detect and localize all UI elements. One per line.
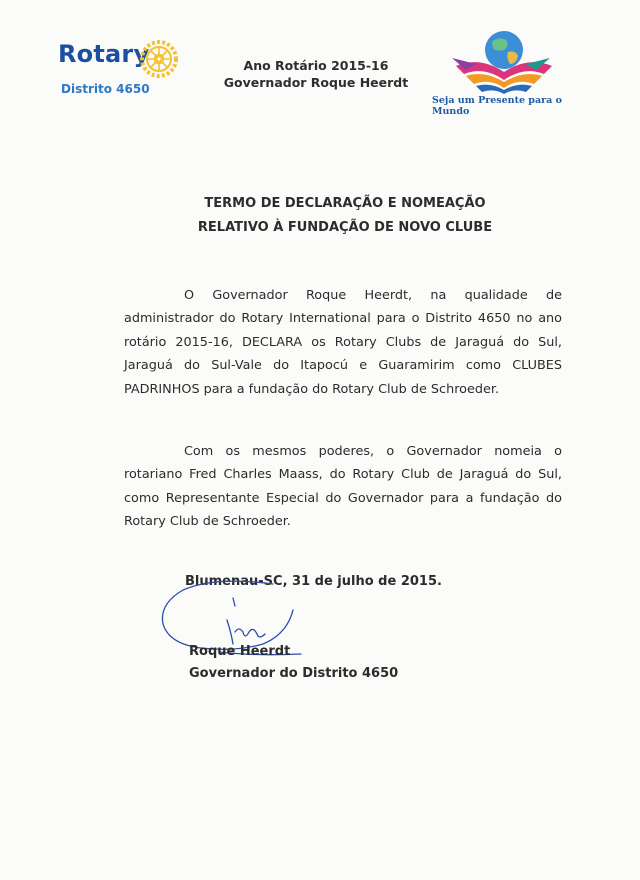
rotary-year: Ano Rotário 2015-16	[243, 58, 389, 73]
document-title	[120, 192, 570, 240]
signer-name: Roque Heerdt	[189, 644, 291, 659]
title-line-2: RELATIVO À FUNDAÇÃO DE NOVO CLUBE	[197, 220, 493, 235]
signer-role: Governador do Distrito 4650	[189, 666, 399, 681]
district-label: Distrito 4650	[61, 82, 150, 96]
globe-book-logo-icon	[446, 26, 556, 96]
rotary-logo	[58, 36, 198, 100]
dateline: Blumenau-SC, 31 de julho de 2015.	[185, 574, 442, 589]
rotary-wheel-icon	[136, 36, 182, 82]
header-center	[212, 57, 420, 91]
declaration-paragraph: O Governador Roque Heerdt, na qualidade de administrador do Rotary International para o Distrito 4650 no ano rotário 2015-16, DECLARA os Rotary Clubs de Jaraguá do Sul, Jaraguá do Sul-Vale do Itapocú e Guaramirim como CLUBES PADRINHOS para a fundação do Rotary Club de Schroeder.	[124, 288, 562, 397]
theme-slogan: Seja um Presente para o Mundo	[432, 95, 562, 117]
nomination-paragraph: Com os mesmos poderes, o Governador nomeia o rotariano Fred Charles Maass, do Rotary Club de Jaraguá do Sul, como Representante Especial do Governador para a fundação do Rotary Club de Schroeder.	[124, 444, 562, 530]
rotary-wordmark: Rotary	[58, 40, 150, 68]
title-line-1: TERMO DE DECLARAÇÃO E NOMEAÇÃO	[204, 196, 486, 211]
governor-line: Governador Roque Heerdt	[223, 75, 409, 90]
